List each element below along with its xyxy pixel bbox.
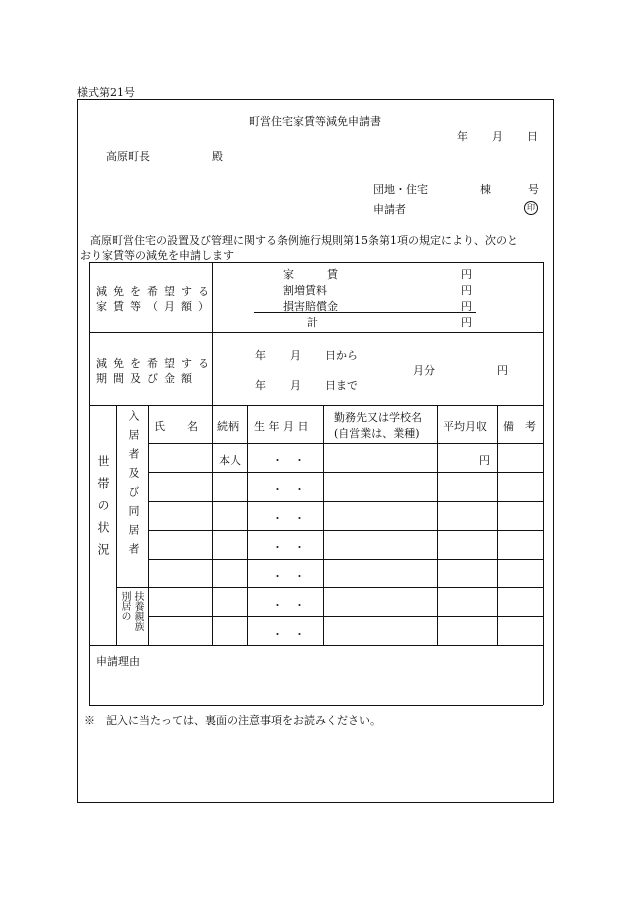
addressee-honorific: 殿 — [212, 150, 223, 163]
rent-label-line2: 家賃等（月額） — [96, 300, 215, 313]
header-remarks: 備 考 — [503, 420, 536, 433]
dependents-label: 扶養親族 — [132, 591, 143, 631]
period-from-day[interactable]: 日から — [325, 349, 358, 362]
addressee-name: 高原町長 — [106, 150, 150, 163]
period-from-year[interactable]: 年 — [255, 349, 266, 362]
period-to-day[interactable]: 日まで — [325, 379, 358, 392]
number-label: 号 — [528, 183, 539, 196]
header-birth: 生 年 月 日 — [254, 420, 309, 433]
residents-label: 入居者及び同居者 — [127, 410, 140, 562]
birth-dots: ・ ・ — [272, 570, 305, 583]
header-work-line2: (自営業は、業種) — [334, 427, 420, 440]
form-number: 様式第21号 — [77, 86, 135, 99]
reason-label: 申請理由 — [96, 655, 140, 668]
date-day[interactable]: 日 — [527, 130, 538, 143]
rent-item-unit: 円 — [461, 300, 472, 313]
income-unit: 円 — [479, 454, 490, 467]
rent-item-name: 家 賃 — [283, 268, 338, 281]
period-monthly: 月分 — [413, 364, 435, 377]
form-title: 町営住宅家賃等減免申請書 — [249, 115, 381, 128]
header-work-line1: 勤務先又は学校名 — [334, 411, 422, 424]
period-label-line2: 期間及び金額 — [96, 372, 198, 385]
rent-item-unit: 円 — [461, 316, 472, 329]
rent-item-unit: 円 — [461, 284, 472, 297]
date-year[interactable]: 年 — [457, 130, 468, 143]
period-to-month[interactable]: 月 — [290, 379, 301, 392]
complex-label: 団地・住宅 — [373, 183, 428, 196]
date-month[interactable]: 月 — [492, 130, 503, 143]
birth-dots: ・ ・ — [272, 512, 305, 525]
header-relation: 続柄 — [217, 420, 239, 433]
period-from-month[interactable]: 月 — [290, 349, 301, 362]
rent-item-name: 計 — [307, 316, 318, 329]
birth-dots: ・ ・ — [272, 483, 305, 496]
birth-dots: ・ ・ — [272, 454, 305, 467]
applicant-label: 申請者 — [373, 203, 406, 216]
rent-item-name: 割増賃料 — [283, 284, 327, 297]
separate-label: 別居の — [119, 591, 130, 621]
header-name: 氏 名 — [154, 420, 198, 433]
note-text: ※ 記入に当たっては、裏面の注意事項をお読みください。 — [84, 714, 381, 727]
birth-dots: ・ ・ — [272, 541, 305, 554]
birth-dots: ・ ・ — [272, 599, 305, 612]
household-outer-label: 世帯の状況 — [96, 455, 110, 565]
rent-item-unit: 円 — [461, 268, 472, 281]
intro-text-line2: おり家賃等の減免を申請します — [80, 249, 234, 262]
seal-icon: 印 — [524, 201, 538, 215]
intro-text-line1: 高原町営住宅の設置及び管理に関する条例施行規則第15条第1項の規定により、次のと — [90, 234, 518, 247]
rent-label-line1: 減免を希望する — [96, 285, 215, 298]
header-income: 平均月収 — [443, 420, 487, 433]
period-label-line1: 減免を希望する — [96, 357, 215, 370]
self-relation: 本人 — [219, 454, 241, 467]
period-yen: 円 — [497, 364, 508, 377]
rent-total-line — [254, 312, 476, 313]
birth-dots: ・ ・ — [272, 628, 305, 641]
rent-item-name: 損害賠償金 — [283, 300, 338, 313]
building-label: 棟 — [480, 183, 491, 196]
period-to-year[interactable]: 年 — [255, 379, 266, 392]
